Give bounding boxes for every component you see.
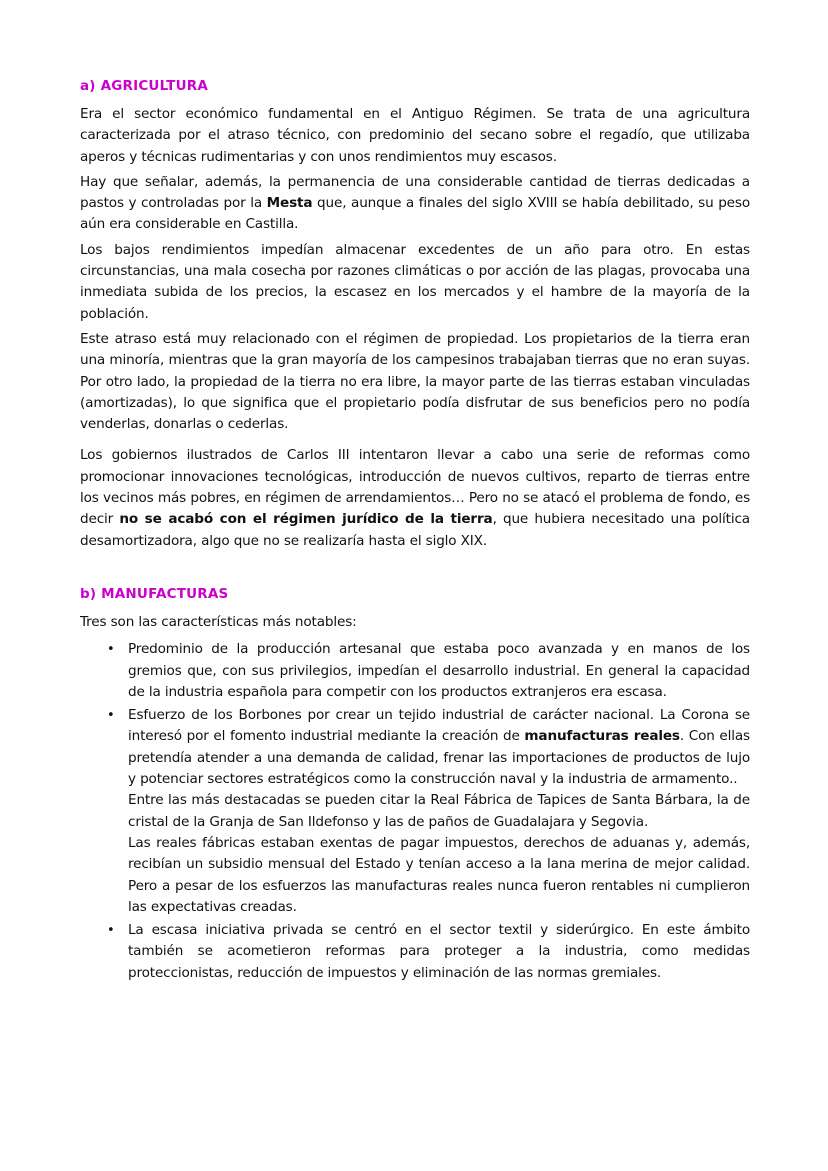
bold-term-manufacturas-reales: manufacturas reales <box>524 728 680 745</box>
paragraph-propiedad: Este atraso está muy relacionado con el régimen de propiedad. Los propietarios de la tierra eran una minoría, mientras que la gran mayoría de los campesinos trabajaban tierras que no eran suyas. Por otro lado, la propiedad de la tierra no era libre, la mayor parte de las tierras estaban vinculadas (amortizadas), lo que significa que el propietario podía disfrutar de sus beneficios pero no podía venderlas, donarlas o cederlas. <box>80 330 750 433</box>
section-heading-manufacturas: b) MANUFACTURAS <box>80 585 229 602</box>
list-item <box>107 920 750 984</box>
paragraph-mesta <box>80 172 750 236</box>
bullet-icon: • <box>107 923 115 939</box>
list-item <box>107 639 750 703</box>
section-manufacturas <box>80 586 750 984</box>
text-segment: . Con ellas pretendía atender a una demanda de calidad, frenar las importaciones de productos de lujo y potenciar sectores estratégicos como la construcción naval y la industria de armamento.. <box>128 728 750 788</box>
text-segment: que, aunque a finales del siglo XVIII se había debilitado, su peso aún era considerable en Castilla. <box>80 195 750 233</box>
list-item-text: Predominio de la producción artesanal que estaba poco avanzada y en manos de los gremios que, con sus privilegios, impedían el desarrollo industrial. En general la capacidad de la industria española para competir con los productos extranjeros era escasa. <box>128 641 750 700</box>
paragraph-intro-agricultura: Era el sector económico fundamental en el Antiguo Régimen. Se trata de una agricultura caracterizada por el atraso técnico, con predominio del secano sobre el regadío, que utilizaba aperos y técnicas rudimentarias y con unos rendimientos muy escasos. <box>80 106 750 165</box>
list-item-text-continued: Las reales fábricas estaban exentas de pagar impuestos, derechos de aduanas y, además, recibían un subsidio mensual del Estado y tenían acceso a la lana merina de mejor calidad. Pero a pesar de los esfuerzos las manufacturas reales nunca fueron rentables ni cumplieron las expectativas creadas. <box>128 834 750 915</box>
section-heading-agricultura: a) AGRICULTURA <box>80 78 208 94</box>
bullet-icon: • <box>107 642 115 658</box>
list-item <box>107 705 750 918</box>
text-segment: Los gobiernos ilustrados de Carlos III intentaron llevar a cabo una serie de reformas como promocionar innovaciones tecnológicas, introducción de nuevos cultivos, reparto de tierras entre los vecinos más pobres, en régimen de arrendamientos… Pero no se atacó el problema de fondo, es decir <box>80 447 750 528</box>
text-segment: , que hubiera necesitado una política desamortizadora, algo que no se realizaría hasta el siglo XIX. <box>80 511 750 549</box>
bullet-list-manufacturas <box>80 639 750 984</box>
paragraph-carlos-iii <box>80 445 750 551</box>
section-agricultura <box>80 78 750 552</box>
list-item-text: La escasa iniciativa privada se centró en el sector textil y siderúrgico. En este ámbito también se acometieron reformas para proteger a la industria, como medidas proteccionistas, reducción de impuestos y eliminación de las normas gremiales. <box>128 922 750 981</box>
text-segment: Hay que señalar, además, la permanencia de una considerable cantidad de tierras dedicadas a pastos y controladas por la <box>80 173 750 212</box>
paragraph-rendimientos: Los bajos rendimientos impedían almacenar excedentes de un año para otro. En estas circunstancias, una mala cosecha por razones climáticas o por acción de las plagas, provocaba una inmediata subida de los precios, la escasez en los mercados y el hambre de la mayoría de la población. <box>80 241 750 322</box>
text-segment: Esfuerzo de los Borbones por crear un tejido industrial de carácter nacional. La Corona se interesó por el fomento industrial mediante la creación de <box>128 707 750 745</box>
bullet-icon: • <box>107 708 115 724</box>
paragraph-intro-manufacturas: Tres son las características más notables: <box>80 613 357 630</box>
list-item-text-continued: Entre las más destacadas se pueden citar la Real Fábrica de Tapices de Santa Bárbara, la de cristal de la Granja de San Ildefonso y las de paños de Guadalajara y Segovia. <box>128 792 750 830</box>
bold-phrase-regimen-juridico: no se acabó con el régimen jurídico de la tierra <box>119 511 493 528</box>
bold-term-mesta: Mesta <box>266 195 313 212</box>
list-item-text <box>128 705 750 790</box>
document-page <box>80 78 750 986</box>
